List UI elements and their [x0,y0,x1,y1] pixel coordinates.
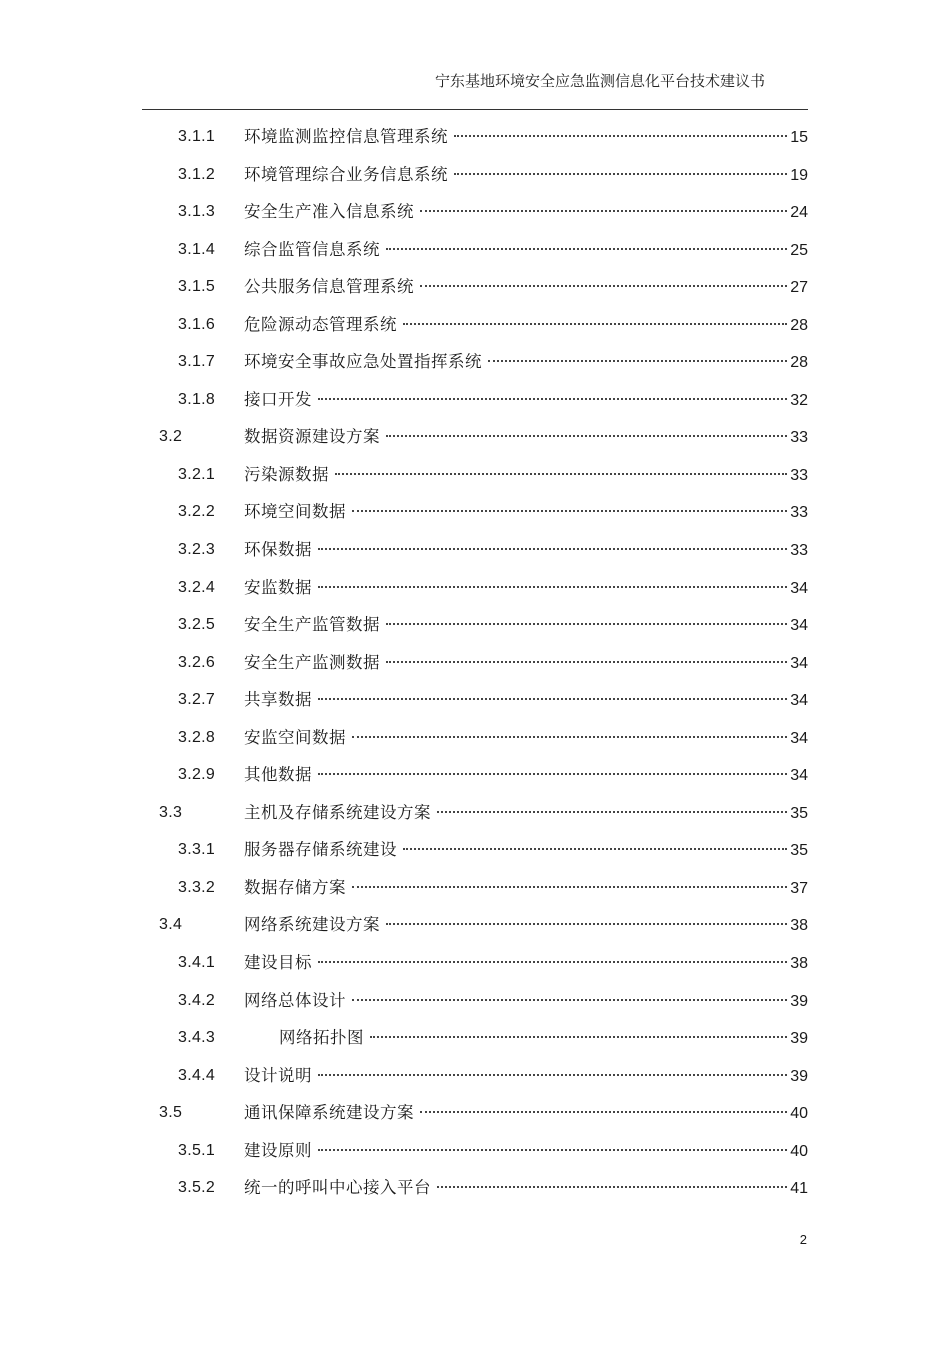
toc-entry-title: 环境空间数据 [244,502,346,522]
toc-entry-page: 34 [790,654,808,672]
toc-dot-leader [318,1149,787,1151]
toc-entry-number: 3.2.8 [178,728,216,746]
toc-entry[interactable] [0,1057,950,1095]
page-number: 2 [799,1232,807,1247]
toc-dot-leader [386,248,787,250]
toc-entry[interactable] [0,493,950,531]
toc-entry-title: 环境监测监控信息管理系统 [244,127,448,146]
toc-entry-title: 安监空间数据 [244,727,346,747]
toc-entry[interactable] [0,456,950,494]
toc-entry-number: 3.2.2 [178,503,216,521]
toc-entry-number: 3.2 [159,428,183,446]
toc-entry-page: 32 [790,391,808,409]
toc-entry-title: 公共服务信息管理系统 [244,277,414,297]
toc-entry-title: 危险源动态管理系统 [244,314,397,334]
toc-entry-body [244,719,808,758]
toc-entry[interactable] [0,1169,950,1207]
toc-entry[interactable] [0,1132,950,1170]
toc-entry-title: 网络拓扑图 [279,1028,364,1048]
toc-entry-number: 3.1.2 [178,165,216,183]
toc-dot-leader [386,435,787,437]
toc-entry-page: 24 [790,204,808,222]
toc-entry-number: 3.1.3 [178,203,216,221]
toc-entry-page: 28 [790,354,808,372]
toc-entry-body [244,456,808,495]
toc-entry-title: 通讯保障系统建设方案 [244,1103,414,1123]
toc-entry-page: 27 [790,279,808,297]
toc-entry-number: 3.3.2 [178,878,216,896]
toc-entry-body [244,1094,808,1133]
toc-entry-body [244,1057,808,1096]
toc-dot-leader [386,661,787,663]
toc-dot-leader [318,698,787,700]
toc-entry-body [244,493,808,532]
toc-entry-title: 综合监管信息系统 [244,239,380,259]
toc-entry-number: 3.2.7 [178,691,216,709]
toc-entry-page: 35 [790,804,808,822]
toc-entry-number: 3.3.1 [178,841,216,859]
toc-dot-leader [403,848,787,850]
toc-entry-title: 数据存储方案 [244,877,346,897]
toc-entry-number: 3.3 [159,803,183,821]
toc-entry-page: 15 [790,129,808,146]
toc-entry-page: 34 [790,692,808,710]
toc-dot-leader [352,999,787,1001]
toc-entry-title: 服务器存储系统建设 [244,840,397,860]
toc-entry[interactable] [0,231,950,269]
toc-entry-page: 34 [790,729,808,747]
toc-entry-title: 建设原则 [244,1140,312,1160]
toc-entry-title: 环境安全事故应急处置指挥系统 [244,352,482,372]
toc-entry-number: 3.1.5 [178,278,216,296]
toc-entry-title: 网络总体设计 [244,990,346,1010]
toc-entry-title: 环境管理综合业务信息系统 [244,164,448,184]
toc-dot-leader [370,1036,787,1038]
toc-entry[interactable] [0,381,950,419]
toc-dot-leader [335,473,787,475]
toc-entry-title: 环保数据 [244,540,312,560]
toc-entry-page: 37 [790,879,808,897]
toc-entry[interactable] [0,982,950,1020]
toc-dot-leader [420,285,787,287]
toc-entry-number: 3.4.1 [178,954,216,972]
toc-entry-number: 3.2.3 [178,541,216,559]
toc-entry[interactable] [0,719,950,757]
toc-dot-leader [352,736,787,738]
toc-entry-body [244,906,808,945]
toc-entry-body [244,1169,808,1208]
toc-entry-body [244,831,808,870]
toc-entry-body [244,644,808,683]
toc-entry-title: 污染源数据 [244,464,329,484]
toc-entry-number: 3.4 [159,916,183,934]
toc-entry-number: 3.2.5 [178,616,216,634]
toc-entry-body [244,944,808,983]
toc-entry-body [244,531,808,570]
toc-entry[interactable] [0,1019,950,1057]
toc-entry[interactable] [0,418,950,456]
toc-entry-number: 3.5.1 [178,1141,216,1159]
toc-entry[interactable] [0,681,950,719]
table-of-contents [0,118,950,1207]
toc-entry-title: 数据资源建设方案 [244,427,380,447]
toc-entry-page: 33 [790,466,808,484]
toc-dot-leader [352,886,787,888]
toc-entry-title: 安全生产监管数据 [244,615,380,635]
toc-dot-leader [437,1186,787,1188]
toc-entry-body [244,794,808,833]
toc-entry-page: 33 [790,429,808,447]
toc-entry-title: 安全生产准入信息系统 [244,202,414,222]
document-header-title: 宁东基地环境安全应急监测信息化平台技术建议书 [434,72,765,90]
toc-dot-leader [318,961,787,963]
toc-entry[interactable] [0,906,950,944]
toc-entry-body [244,1132,808,1171]
toc-entry[interactable] [0,756,950,794]
toc-entry[interactable] [0,569,950,607]
toc-entry-page: 33 [790,504,808,522]
toc-entry-number: 3.1.7 [178,353,216,371]
toc-dot-leader [318,398,787,400]
toc-entry-title: 统一的呼叫中心接入平台 [244,1178,431,1198]
toc-entry-body [244,569,808,608]
toc-entry-page: 40 [790,1105,808,1123]
toc-entry-body [244,231,808,270]
toc-entry-number: 3.4.2 [178,991,216,1009]
toc-entry[interactable] [0,118,950,156]
toc-entry-title: 接口开发 [244,389,312,409]
toc-entry[interactable] [0,831,950,869]
toc-entry-page: 39 [790,992,808,1010]
toc-entry-title: 安全生产监测数据 [244,652,380,672]
toc-entry-body [244,156,808,195]
toc-dot-leader [454,135,787,137]
toc-entry-page: 25 [790,241,808,259]
toc-entry-number: 3.1.4 [178,240,216,258]
toc-entry-page: 28 [790,316,808,334]
toc-entry-body [244,869,808,908]
toc-entry[interactable] [0,156,950,194]
toc-entry-title: 主机及存储系统建设方案 [244,802,431,822]
toc-entry[interactable] [0,268,950,306]
toc-entry-body [244,343,808,382]
toc-dot-leader [437,811,787,813]
toc-entry-body [244,681,808,720]
toc-entry-body [244,418,808,457]
toc-entry-number: 3.1.1 [178,128,216,145]
toc-entry[interactable] [0,193,950,231]
toc-entry-page: 40 [790,1142,808,1160]
toc-dot-leader [403,323,787,325]
toc-entry-body [244,193,808,232]
toc-dot-leader [318,548,787,550]
toc-entry[interactable] [0,306,950,344]
toc-entry-number: 3.1.6 [178,315,216,333]
toc-dot-leader [420,1111,787,1113]
toc-entry-page: 33 [790,542,808,560]
toc-entry-number: 3.2.6 [178,653,216,671]
toc-entry-page: 39 [790,1067,808,1085]
toc-entry[interactable] [0,794,950,832]
toc-entry-page: 34 [790,767,808,785]
toc-entry-page: 41 [790,1180,808,1198]
toc-entry-title: 安监数据 [244,577,312,597]
toc-entry-page: 34 [790,617,808,635]
toc-entry-body [244,606,808,645]
toc-dot-leader [318,1074,787,1076]
toc-entry-body [244,982,808,1021]
toc-entry-number: 3.4.3 [178,1029,216,1047]
toc-entry-title: 设计说明 [244,1065,312,1085]
toc-entry-number: 3.1.8 [178,390,216,408]
toc-entry-body [244,381,808,420]
toc-entry[interactable] [0,869,950,907]
toc-entry-page: 34 [790,579,808,597]
toc-entry-title: 共享数据 [244,690,312,710]
toc-entry[interactable] [0,606,950,644]
toc-dot-leader [318,773,787,775]
toc-entry-page: 38 [790,955,808,973]
toc-entry-body [244,756,808,795]
toc-dot-leader [352,510,787,512]
toc-dot-leader [420,210,787,212]
toc-entry-number: 3.2.9 [178,766,216,784]
toc-entry-body [244,306,808,345]
toc-entry-title: 其他数据 [244,765,312,785]
toc-entry-number: 3.2.1 [178,465,216,483]
toc-dot-leader [386,923,787,925]
toc-entry-number: 3.4.4 [178,1066,216,1084]
header-divider [142,109,808,110]
toc-entry-title: 建设目标 [244,953,312,973]
toc-entry[interactable] [0,531,950,569]
toc-entry-page: 38 [790,917,808,935]
toc-dot-leader [488,360,787,362]
toc-entry[interactable] [0,644,950,682]
toc-entry-number: 3.2.4 [178,578,216,596]
toc-entry-number: 3.5 [159,1104,183,1122]
toc-entry-page: 39 [790,1030,808,1048]
toc-entry-body [244,118,808,157]
toc-entry-body [279,1019,808,1058]
toc-entry-page: 19 [790,166,808,184]
toc-dot-leader [386,623,787,625]
toc-entry-body [244,268,808,307]
toc-entry[interactable] [0,343,950,381]
toc-entry-title: 网络系统建设方案 [244,915,380,935]
toc-entry[interactable] [0,944,950,982]
toc-entry-number: 3.5.2 [178,1179,216,1197]
toc-entry-page: 35 [790,842,808,860]
toc-dot-leader [454,173,787,175]
toc-dot-leader [318,586,787,588]
toc-entry[interactable] [0,1094,950,1132]
